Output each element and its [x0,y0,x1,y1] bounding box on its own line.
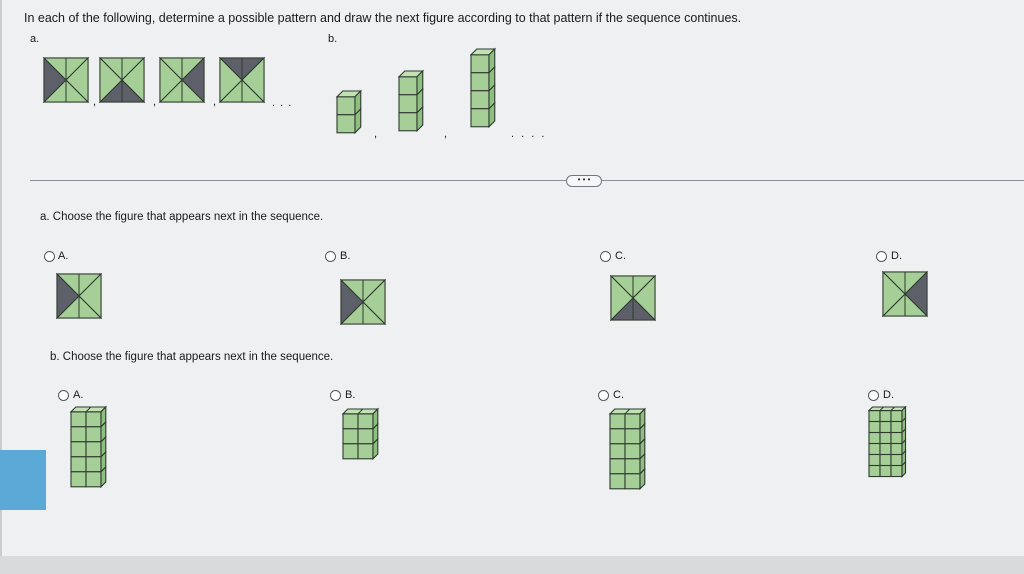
cube-front [471,73,489,91]
cube-front [358,414,373,429]
part-a-option-a-radio[interactable] [44,251,55,262]
cube-front [869,433,880,444]
cube-front [625,429,640,444]
part-b-option-a-radio[interactable] [58,390,69,401]
part-a-option-b-radio[interactable] [325,251,336,262]
cube-front [891,411,902,422]
sequence-a-figure-4 [218,56,270,106]
cube-front [880,422,891,433]
part-a-option-b-figure[interactable] [339,278,387,324]
cube-front [343,444,358,459]
cube-front [869,444,880,455]
sidebar-accent [0,450,46,510]
label-a: a. [30,33,40,45]
cube-front [869,411,880,422]
part-b-option-c-figure[interactable] [609,408,651,496]
cube-front [869,455,880,466]
sequence-b-figure-2 [398,70,438,150]
cube-front [610,459,625,474]
cube-front [71,472,86,487]
part-b-option-b-radio[interactable] [330,390,341,401]
part-a-option-d-figure[interactable] [881,270,929,316]
part-a-option-b-label: B. [340,250,351,262]
cube-front [625,459,640,474]
cube-front [343,429,358,444]
part-b-option-b-figure[interactable] [342,408,384,480]
cube-front [71,442,86,457]
sequence-a-figure-1 [42,56,97,108]
cube-front [610,444,625,459]
cube-front [880,411,891,422]
part-b-option-c-radio[interactable] [598,390,609,401]
cube-front [399,113,417,131]
cube-front [891,433,902,444]
cube-front [880,444,891,455]
part-b-prompt: b. Choose the figure that appears next in the sequence. [50,351,334,363]
ellipsis-a: . . . [272,97,293,109]
cube-front [610,414,625,429]
cube-top [869,407,906,411]
cube-front [891,444,902,455]
part-b-option-a-figure[interactable] [70,406,112,512]
cube-front [343,414,358,429]
cube-front [358,444,373,459]
cube-front [337,97,355,115]
cube-front [880,455,891,466]
cube-front [337,115,355,133]
part-a-prompt: a. Choose the figure that appears next in the sequence. [40,211,324,223]
cube-front [891,422,902,433]
sequence-a-figure-3 [158,56,210,106]
comma: , [153,96,157,108]
part-b-option-d-label: D. [883,389,894,401]
ellipsis-b: . . . . [511,128,547,140]
sequence-b-figure-1 [336,90,376,150]
cube-front [880,466,891,477]
cube-front [869,422,880,433]
part-a-option-c-label: C. [615,250,626,262]
cube-front [471,109,489,127]
comma: , [93,96,97,108]
cube-front [625,414,640,429]
cube-front [86,442,101,457]
section-divider [30,180,1024,181]
instruction-text: In each of the following, determine a possible pattern and draw the next figure according to that pattern if the sequence continues. [24,11,742,25]
label-b: b. [328,33,338,45]
cube-front [86,472,101,487]
part-b-option-c-label: C. [613,389,624,401]
cube-front [71,427,86,442]
part-b-option-b-label: B. [345,389,356,401]
comma: , [213,96,217,108]
cube-front [71,457,86,472]
cube-front [399,95,417,113]
sequence-a-figure-2 [98,56,150,106]
cube-front [471,91,489,109]
cube-front [71,412,86,427]
cube-front [869,466,880,477]
cube-front [891,466,902,477]
part-a-option-d-label: D. [891,250,902,262]
part-a-option-a-figure[interactable] [55,272,103,318]
comma: , [374,128,378,140]
part-b-option-a-label: A. [73,389,84,401]
cube-front [610,474,625,489]
part-b-option-d-radio[interactable] [868,390,879,401]
part-a-option-d-radio[interactable] [876,251,887,262]
cube-front [610,429,625,444]
cube-front [471,55,489,73]
cube-front [86,457,101,472]
cube-front [625,474,640,489]
cube-front [625,444,640,459]
part-a-option-c-radio[interactable] [600,251,611,262]
comma: , [444,128,448,140]
cube-front [891,455,902,466]
cube-front [880,433,891,444]
part-a-option-a-label: A. [58,250,69,262]
part-a-option-c-figure[interactable] [609,274,657,320]
cube-front [399,77,417,95]
sequence-b-figure-3 [470,48,510,150]
bottom-bar [0,556,1024,574]
more-button[interactable]: • • • [566,175,602,187]
cube-front [86,427,101,442]
part-b-option-d-figure[interactable] [868,406,914,524]
cube-front [358,429,373,444]
cube-front [86,412,101,427]
